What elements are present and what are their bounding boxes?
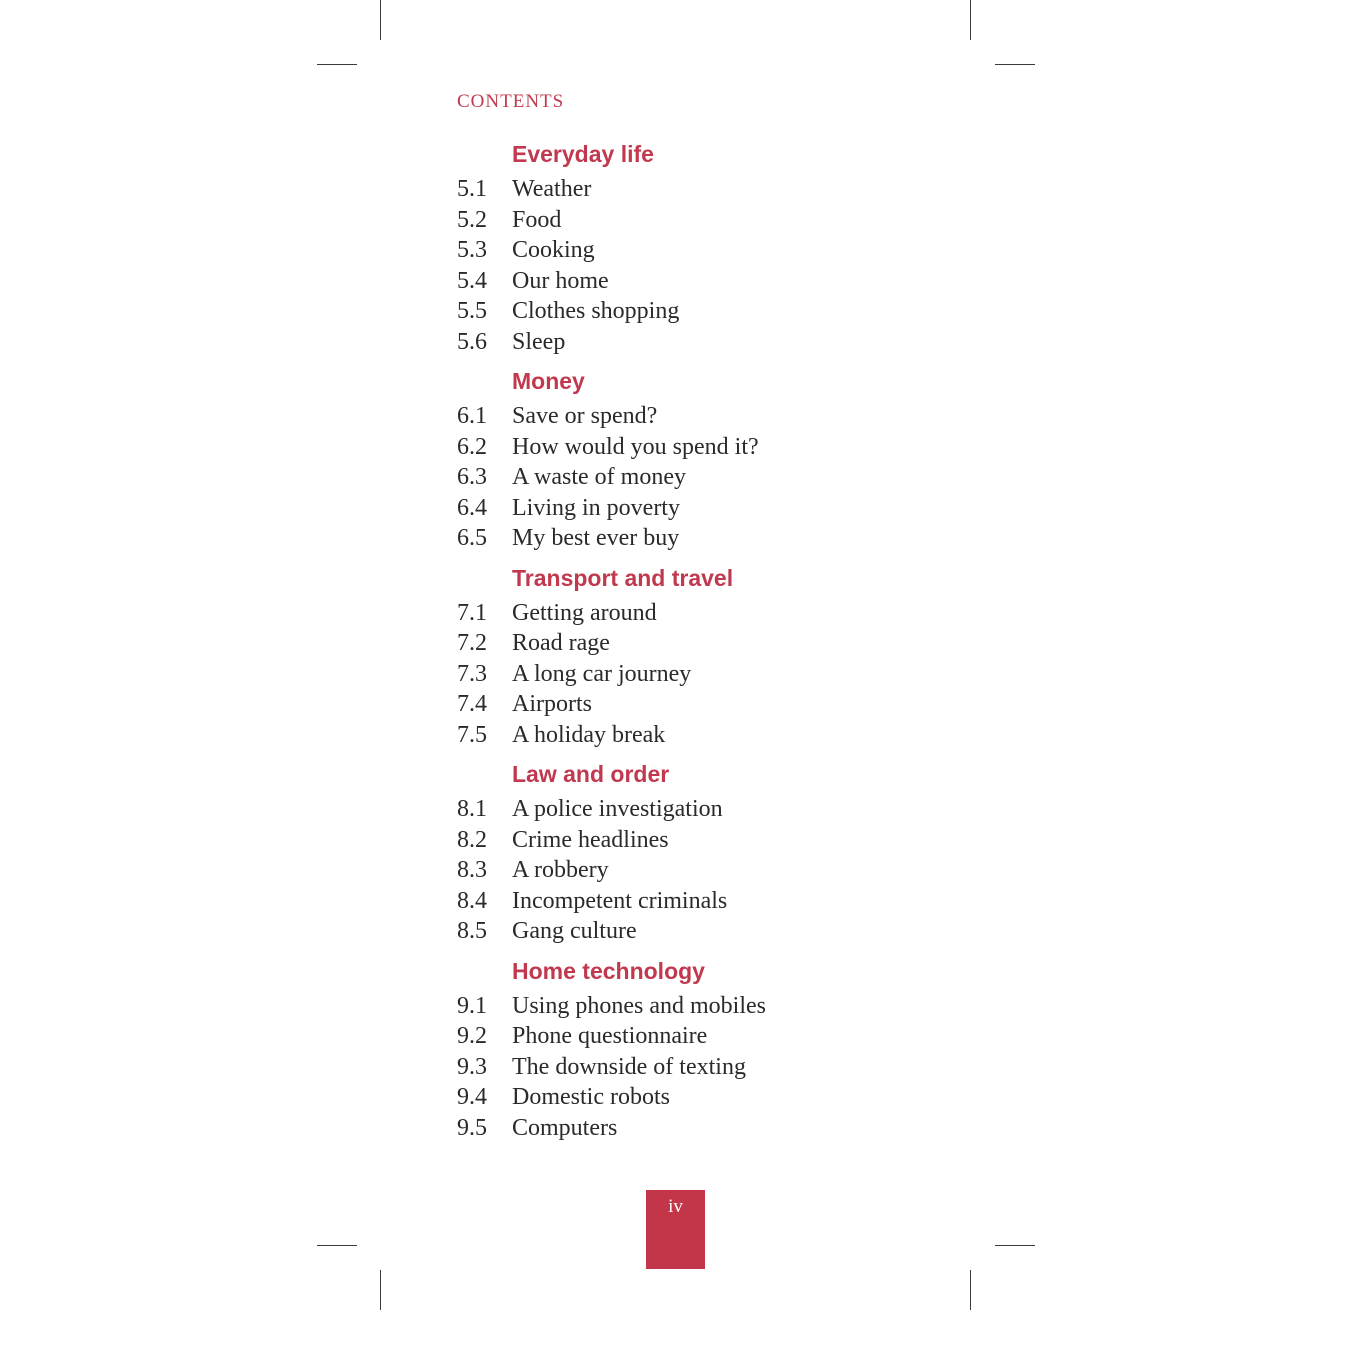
entry-number: 7.2 <box>457 630 487 656</box>
crop-mark-bottom-right <box>970 1270 971 1310</box>
entry-title: A robbery <box>512 857 609 883</box>
entry-title: Computers <box>512 1114 618 1141</box>
toc-entry[interactable] <box>457 523 877 554</box>
toc-entry[interactable] <box>457 401 877 432</box>
crop-mark-right-bottom <box>995 1245 1035 1246</box>
entry-number: 7.5 <box>457 721 487 748</box>
entry-number: 6.2 <box>457 433 487 460</box>
toc-entry[interactable] <box>457 327 877 358</box>
entry-title: The downside of texting <box>512 1053 746 1080</box>
section-heading: Everyday life <box>512 141 654 167</box>
entry-number: 6.3 <box>457 464 487 490</box>
toc-entry[interactable] <box>457 886 877 917</box>
entry-number: 5.6 <box>457 328 487 355</box>
entry-number: 5.4 <box>457 267 487 294</box>
toc-entry[interactable] <box>457 916 877 947</box>
toc-entry[interactable] <box>457 205 877 236</box>
entry-number: 9.3 <box>457 1053 487 1080</box>
page-number: iv <box>646 1190 705 1269</box>
entry-title: Using phones and mobiles <box>512 992 766 1019</box>
section-heading: Law and order <box>512 761 670 787</box>
entry-number: 5.3 <box>457 237 487 263</box>
entry-title: Sleep <box>512 328 566 355</box>
toc-section <box>457 957 877 1144</box>
entry-title: Getting around <box>512 599 657 626</box>
entry-number: 7.3 <box>457 660 487 687</box>
crop-mark-right-top <box>995 64 1035 65</box>
toc-entry[interactable] <box>457 296 877 327</box>
entry-number: 8.2 <box>457 826 487 853</box>
entry-number: 8.4 <box>457 887 487 914</box>
toc-entry[interactable] <box>457 598 877 629</box>
entry-number: 6.4 <box>457 494 487 521</box>
entry-number: 5.1 <box>457 176 487 202</box>
toc-section <box>457 367 877 554</box>
toc-section <box>457 564 877 751</box>
entry-title: A long car journey <box>512 660 692 687</box>
running-head: CONTENTS <box>457 91 565 112</box>
entry-title: Domestic robots <box>512 1084 670 1110</box>
toc-entry[interactable] <box>457 235 877 266</box>
toc-section <box>457 760 877 947</box>
entry-number: 6.5 <box>457 525 487 551</box>
entry-title: How would you spend it? <box>512 433 759 460</box>
toc-entry[interactable] <box>457 432 877 463</box>
entry-title: Clothes shopping <box>512 298 680 324</box>
crop-mark-left-top <box>317 64 357 65</box>
entry-title: Gang culture <box>512 918 637 944</box>
toc-entry[interactable] <box>457 689 877 720</box>
toc-entry[interactable] <box>457 659 877 690</box>
entry-title: Airports <box>512 691 592 717</box>
entry-title: Living in poverty <box>512 494 680 521</box>
toc-entry[interactable] <box>457 628 877 659</box>
entry-title: Phone questionnaire <box>512 1023 708 1049</box>
entry-number: 5.5 <box>457 298 487 324</box>
section-heading: Money <box>512 368 585 394</box>
entry-title: Weather <box>512 176 592 202</box>
entry-number: 7.4 <box>457 691 487 717</box>
crop-mark-left-bottom <box>317 1245 357 1246</box>
entry-number: 6.1 <box>457 403 487 429</box>
entry-title: A holiday break <box>512 721 666 748</box>
entry-number: 9.5 <box>457 1114 487 1141</box>
crop-mark-bottom-left <box>380 1270 381 1310</box>
entry-number: 9.4 <box>457 1084 487 1110</box>
section-heading: Home technology <box>512 957 705 984</box>
toc-section <box>457 140 877 357</box>
toc-entry[interactable] <box>457 1082 877 1113</box>
toc-entry[interactable] <box>457 855 877 886</box>
entry-title: My best ever buy <box>512 525 680 551</box>
entry-title: A police investigation <box>512 796 723 822</box>
entry-title: Incompetent criminals <box>512 887 728 914</box>
toc-entry[interactable] <box>457 991 877 1022</box>
entry-number: 8.1 <box>457 796 487 822</box>
toc-entry[interactable] <box>457 720 877 751</box>
toc-entry[interactable] <box>457 266 877 297</box>
entry-title: Food <box>512 206 562 233</box>
entry-title: Save or spend? <box>512 403 658 429</box>
toc-entry[interactable] <box>457 1113 877 1144</box>
crop-mark-top-right <box>970 0 971 40</box>
toc-entry[interactable] <box>457 1052 877 1083</box>
entry-title: Our home <box>512 267 609 294</box>
entry-title: A waste of money <box>512 464 686 490</box>
toc-entry[interactable] <box>457 174 877 205</box>
table-of-contents <box>457 140 877 1143</box>
entry-number: 7.1 <box>457 599 487 626</box>
toc-entry[interactable] <box>457 794 877 825</box>
entry-number: 9.1 <box>457 992 487 1019</box>
entry-title: Road rage <box>512 630 610 656</box>
toc-entry[interactable] <box>457 825 877 856</box>
toc-entry[interactable] <box>457 1021 877 1052</box>
toc-entry[interactable] <box>457 493 877 524</box>
section-heading: Transport and travel <box>512 564 734 591</box>
entry-number: 8.5 <box>457 918 487 944</box>
toc-entry[interactable] <box>457 462 877 493</box>
entry-title: Cooking <box>512 237 595 263</box>
entry-title: Crime headlines <box>512 826 669 853</box>
entry-number: 9.2 <box>457 1023 487 1049</box>
entry-number: 5.2 <box>457 206 487 233</box>
entry-number: 8.3 <box>457 857 487 883</box>
crop-mark-top-left <box>380 0 381 40</box>
